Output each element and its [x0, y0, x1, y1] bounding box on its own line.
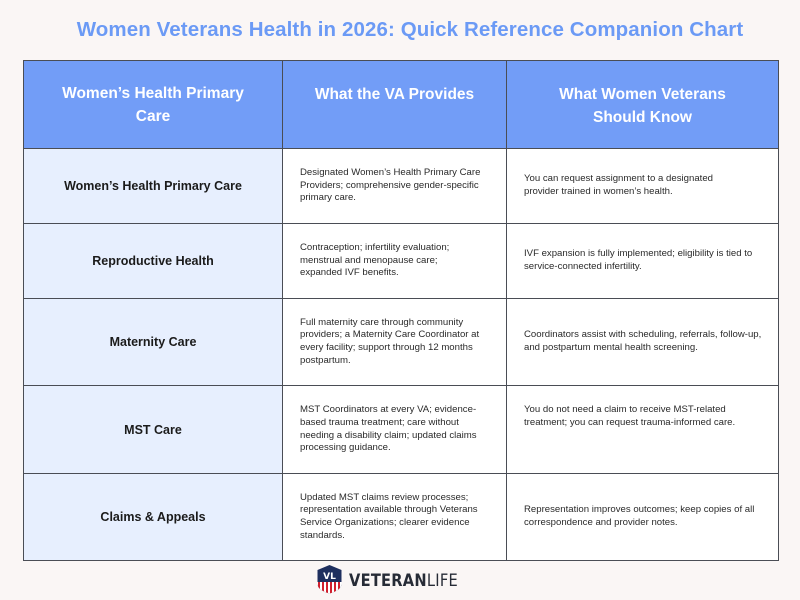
row-category: Maternity Care	[24, 299, 283, 386]
row-know: IVF expansion is fully implemented; eligibility is tied to service-connected infertility.	[507, 224, 779, 299]
table-row	[24, 474, 779, 561]
svg-text:VL: VL	[323, 571, 336, 582]
veteranlife-logo	[316, 565, 476, 597]
reference-table	[23, 60, 779, 561]
row-know: Representation improves outcomes; keep copies of all correspondence and provider notes.	[507, 474, 779, 561]
row-provides: MST Coordinators at every VA; evidence-based trauma treatment; care without needing a disability claim; updated claims processing guidance.	[283, 386, 507, 474]
table-row	[24, 149, 779, 224]
vl-shield-icon	[316, 564, 343, 599]
row-provides: Contraception; infertility evaluation; menstrual and menopause care; expanded IVF benefits.	[283, 224, 507, 299]
table-row	[24, 299, 779, 386]
row-category: MST Care	[24, 386, 283, 474]
row-category: Claims & Appeals	[24, 474, 283, 561]
row-know: Coordinators assist with scheduling, referrals, follow-up, and postpartum mental health screening.	[507, 299, 779, 386]
column-header: Women’s Health Primary Care	[24, 61, 283, 149]
page-title: Women Veterans Health in 2026: Quick Reference Companion Chart	[76, 18, 744, 41]
row-provides: Full maternity care through community providers; a Maternity Care Coordinator at every facility; support through 12 months postpartum.	[283, 299, 507, 386]
column-header: What Women Veterans Should Know	[507, 61, 779, 149]
row-provides: Designated Women’s Health Primary Care Providers; comprehensive gender-specific primary care.	[283, 149, 507, 224]
table-row	[24, 386, 779, 474]
column-header: What the VA Provides	[283, 61, 507, 149]
logo-wordmark: VETERANLIFE	[349, 571, 459, 591]
row-category: Women’s Health Primary Care	[24, 149, 283, 224]
row-provides: Updated MST claims review processes; representation available through Veterans Service Organizations; clearer evidence standards.	[283, 474, 507, 561]
row-know: You do not need a claim to receive MST-related treatment; you can request trauma-informed care.	[507, 386, 779, 474]
row-category: Reproductive Health	[24, 224, 283, 299]
table-row	[24, 224, 779, 299]
row-know: You can request assignment to a designated provider trained in women’s health.	[507, 149, 779, 224]
table-header-row	[24, 61, 779, 149]
